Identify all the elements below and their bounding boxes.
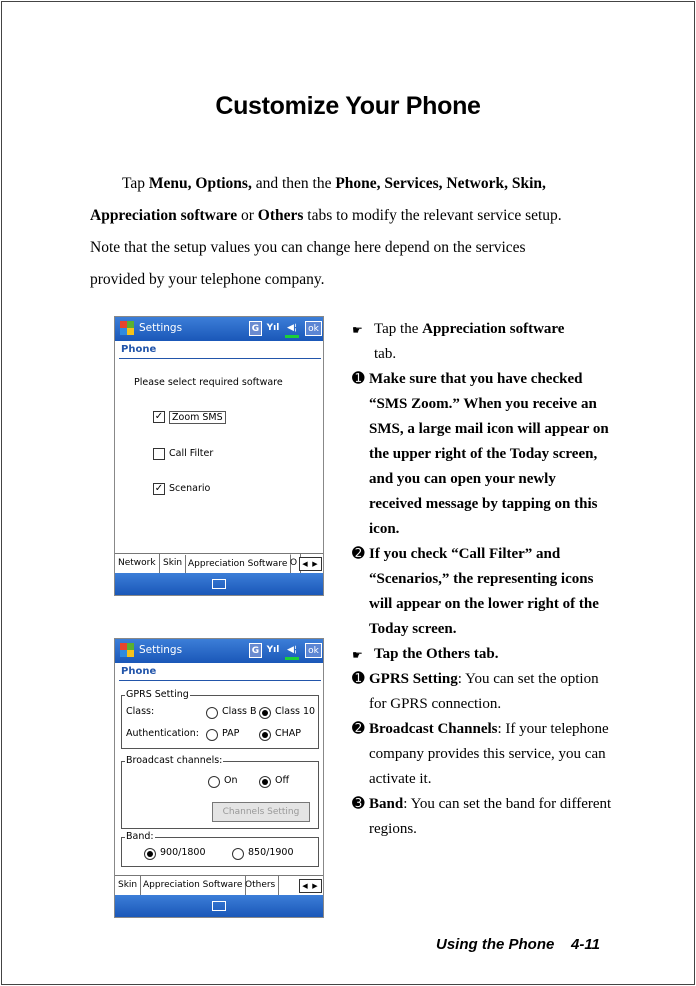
broadcast-legend: Broadcast channels:	[126, 755, 223, 766]
number-2-icon: ➋	[352, 721, 365, 737]
gprs-icon[interactable]: G	[249, 643, 262, 658]
channels-setting-button[interactable]: Channels Setting	[212, 802, 310, 822]
screenshot-others	[114, 638, 324, 918]
chevron-right-icon[interactable]: ▶	[312, 560, 318, 568]
page-title: Customize Your Phone	[215, 92, 481, 120]
tab-skin[interactable]: Skin	[160, 554, 186, 574]
call-filter-checkbox[interactable]	[153, 448, 165, 460]
speaker-icon[interactable]: ◀¦	[287, 323, 297, 333]
scenario-checkbox[interactable]: ✓	[154, 483, 164, 494]
band-900-1800-label[interactable]: 900/1800	[160, 847, 206, 858]
broadcast-off-radio[interactable]	[259, 776, 271, 788]
pap-radio[interactable]	[206, 729, 218, 741]
tab-scroll[interactable]	[299, 557, 322, 571]
tab-strip	[115, 875, 323, 896]
broadcast-off-label[interactable]: Off	[275, 775, 290, 786]
windows-start-icon[interactable]	[119, 320, 135, 337]
battery-icon	[285, 335, 299, 338]
class-label: Class:	[126, 706, 155, 717]
note-broadcast: ➋ Broadcast Channels: If your telephone company provides this service, you can activate it.	[352, 717, 612, 792]
gprs-setting-group	[121, 689, 319, 749]
note-band: ➌ Band: You can set the band for different regions.	[352, 792, 612, 842]
band-group	[121, 831, 319, 867]
signal-icon[interactable]: Yıl	[266, 323, 280, 333]
note-1: ➊ Make sure that you have checked “SMS Zoom.” When you receive an SMS, a large mail icon will appear on the upper right of the Today screen, and you can open your newly received message by tapping on this icon.	[352, 367, 612, 542]
band-850-1900-radio[interactable]	[232, 848, 244, 860]
call-filter-label[interactable]: Call Filter	[169, 448, 214, 459]
app-title: Settings	[139, 644, 183, 656]
divider	[119, 680, 321, 681]
number-2-icon: ➋	[352, 546, 365, 562]
signal-icon[interactable]: Yıl	[266, 645, 280, 655]
gprs-icon[interactable]: G	[249, 321, 262, 336]
number-1-icon: ➊	[352, 371, 365, 387]
tab-skin[interactable]: Skin	[115, 876, 141, 896]
keyboard-icon[interactable]	[212, 579, 226, 589]
number-3-icon: ➌	[352, 796, 365, 812]
broadcast-on-label[interactable]: On	[224, 775, 238, 786]
zoom-sms-label[interactable]: Zoom SMS	[169, 411, 226, 424]
battery-icon	[285, 657, 299, 660]
tab-strip	[115, 553, 323, 574]
chap-radio[interactable]	[259, 729, 271, 741]
instruction-header-2: ☛ Tap the Others tab.	[352, 642, 612, 667]
speaker-icon[interactable]: ◀¦	[287, 645, 297, 655]
windows-start-icon[interactable]	[119, 642, 135, 659]
zoom-sms-checkbox[interactable]: ✓	[154, 411, 164, 422]
class-b-label[interactable]: Class B	[222, 706, 257, 717]
chevron-left-icon[interactable]: ◀	[302, 560, 308, 568]
band-legend: Band:	[126, 831, 154, 842]
pap-label[interactable]: PAP	[222, 728, 240, 739]
gprs-legend: GPRS Setting	[126, 689, 189, 700]
ok-button[interactable]: ok	[305, 643, 322, 658]
broadcast-channels-group	[121, 755, 319, 829]
menu-bar	[115, 895, 323, 917]
pointing-hand-icon: ☛	[352, 648, 363, 662]
band-900-1800-radio[interactable]	[144, 848, 156, 860]
divider	[119, 358, 321, 359]
appreciation-instructions	[352, 317, 612, 842]
screenshot-appreciation-software	[114, 316, 324, 596]
note-2: ➋ If you check “Call Filter” and “Scenarios,” the representing icons will appear on the lower right of the Today screen.	[352, 542, 612, 642]
tab-appreciation-software[interactable]: Appreciation Software	[140, 876, 246, 896]
class-10-label[interactable]: Class 10	[275, 706, 316, 717]
menu-bar	[115, 573, 323, 595]
broadcast-on-radio[interactable]	[208, 776, 220, 788]
intro-paragraph: Tap Menu, Options, and then the Phone, Services, Network, Skin, Appreciation software or Others tabs to modify the relevant service setup. Note that the setup values you can change here depend on the services provided by your telephone company.	[90, 175, 562, 288]
ok-button[interactable]: ok	[305, 321, 322, 336]
title-bar	[115, 639, 323, 663]
keyboard-icon[interactable]	[212, 901, 226, 911]
tab-others[interactable]: Others	[242, 876, 279, 896]
class-b-radio[interactable]	[206, 707, 218, 719]
tab-appreciation-software[interactable]: Appreciation Software	[185, 554, 291, 574]
app-title: Settings	[139, 322, 183, 334]
scenario-label[interactable]: Scenario	[169, 483, 211, 494]
class-10-radio[interactable]	[259, 707, 271, 719]
page-label: Phone	[121, 666, 157, 677]
pointing-hand-icon: ☛	[352, 323, 363, 337]
band-850-1900-label[interactable]: 850/1900	[248, 847, 294, 858]
tab-network[interactable]: Network	[115, 554, 160, 574]
page-footer: Using the Phone 4-11	[436, 936, 600, 953]
number-1-icon: ➊	[352, 671, 365, 687]
note-gprs: ➊ GPRS Setting: You can set the option for GPRS connection.	[352, 667, 612, 717]
title-bar	[115, 317, 323, 341]
page-label: Phone	[121, 344, 157, 355]
tab-scroll[interactable]	[299, 879, 322, 893]
software-prompt: Please select required software	[134, 377, 283, 388]
instruction-header: ☛ Tap the Appreciation software tab.	[352, 317, 612, 367]
tab-others-partial[interactable]: O	[287, 554, 301, 574]
chap-label[interactable]: CHAP	[275, 728, 302, 739]
authentication-label: Authentication:	[126, 728, 199, 739]
chevron-right-icon[interactable]: ▶	[312, 882, 318, 890]
chevron-left-icon[interactable]: ◀	[302, 882, 308, 890]
